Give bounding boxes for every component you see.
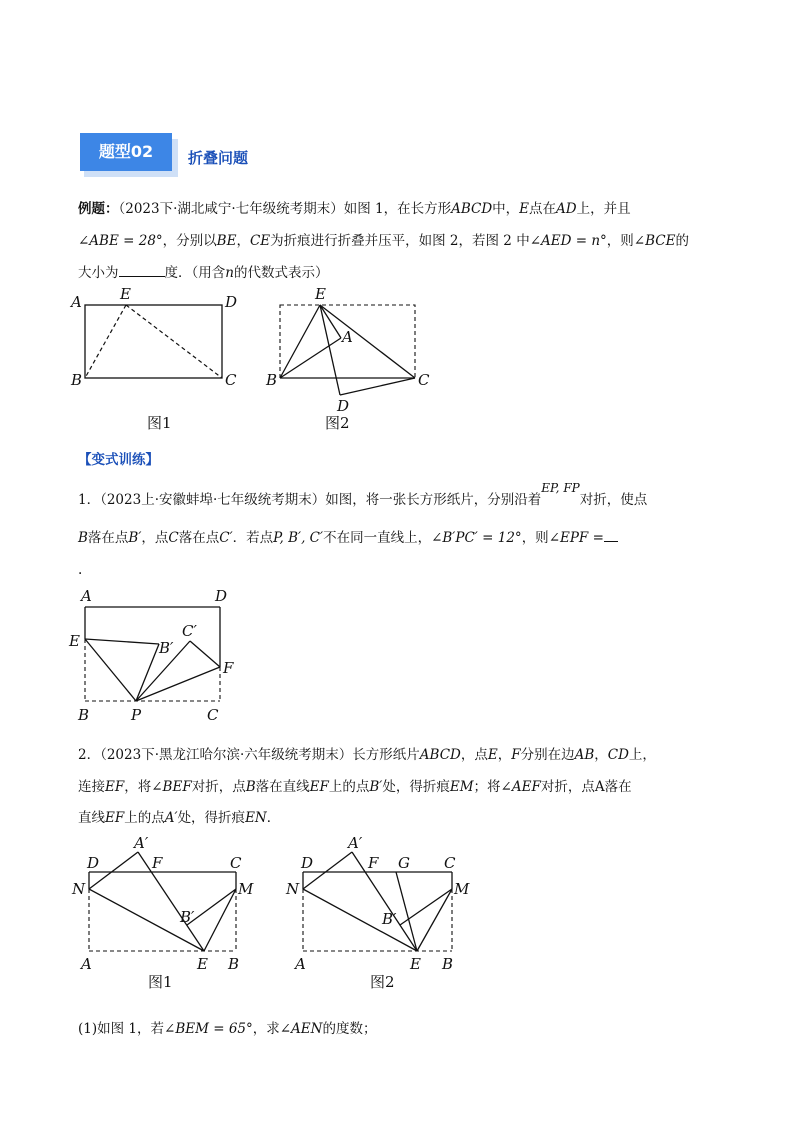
label-b: B [78, 706, 90, 724]
section-badge [80, 133, 178, 177]
label-a: A [81, 587, 92, 605]
label-c: C [230, 854, 242, 872]
label-e: E [410, 955, 421, 973]
label-a-prime: A′ [348, 834, 363, 852]
label-b-prime: B′ [180, 908, 195, 926]
label-a: A [342, 328, 353, 346]
edge-c-prime-f [190, 641, 220, 667]
q2-figure-1 [70, 832, 260, 997]
crease-em [204, 889, 236, 951]
label-b-prime: B′ [159, 639, 174, 657]
label-d: D [215, 587, 228, 605]
label-m: M [454, 880, 470, 898]
label-f: F [152, 854, 163, 872]
label-a: A [71, 293, 82, 311]
label-b: B [71, 371, 83, 389]
q1-figure [66, 583, 246, 728]
variant-heading: 【变式训练】 [78, 452, 159, 468]
label-p: P [131, 706, 142, 724]
figure-caption: 图1 [147, 414, 172, 432]
example-figure-1 [68, 285, 248, 435]
label-e: E [69, 632, 80, 650]
q2-sub-1: (1)如图 1，若∠BEM = 65°，求∠AEN的度数； [78, 1021, 377, 1037]
label-a: A [295, 955, 306, 973]
edge-eb [280, 305, 320, 378]
crease-ep [85, 639, 136, 701]
label-e: E [315, 285, 326, 303]
label-m: M [238, 880, 254, 898]
crease-ce [126, 305, 222, 378]
label-d: D [87, 854, 100, 872]
edge-dc [340, 378, 415, 395]
line-a-prime-e [138, 852, 204, 951]
label-n: N [286, 880, 300, 898]
label-b: B [442, 955, 454, 973]
crease-fp [136, 667, 220, 701]
rectangle [85, 305, 222, 378]
figure-caption: 图2 [325, 414, 350, 432]
example-line-1: 例题：（2023下·湖北咸宁·七年级统考期末）如图 1，在长方形ABCD中，E点在AD上，并且 [78, 201, 631, 217]
q1-line-2: B落在点B′，点C落在点C′．若点P, B′, C′不在同一直线上，∠B′PC′ = 12°，则∠EPF = [78, 528, 618, 548]
label-n: N [72, 880, 86, 898]
crease-en [303, 889, 417, 951]
q2-line-3: 直线EF上的点A′处，得折痕EN． [78, 810, 281, 826]
q2-figure-2 [284, 832, 474, 997]
label-c: C [444, 854, 456, 872]
q2-line-1: 2．（2023下·黑龙江哈尔滨·六年级统考期末）长方形纸片ABCD，点E，F分别在边AB，CD上， [78, 747, 656, 763]
example-line-2: ∠ABE = 28°，分别以BE，CE为折痕进行折叠并压平，如图 2，若图 2 中∠AED = n°，则∠BCE的 [78, 233, 689, 249]
label-e: E [197, 955, 208, 973]
q1-line-1: 1．（2023上·安徽蚌埠·七年级统考期末）如图，将一张长方形纸片，分别沿着EP, FP对折，使点 [78, 481, 648, 508]
label-b-prime: B′ [382, 910, 397, 928]
edge-eb-prime [85, 639, 159, 644]
line-ge [396, 872, 417, 951]
label-d: D [337, 397, 350, 415]
label-d: D [301, 854, 314, 872]
label-c: C [225, 371, 237, 389]
answer-blank [119, 262, 165, 277]
example-line-3: 大小为 度．（用含n的代数式表示） [78, 262, 328, 283]
crease-em [417, 889, 452, 951]
q1-line-3: . [78, 562, 83, 578]
label-f: F [223, 659, 234, 677]
crease-be [85, 305, 126, 378]
section-title: 折叠问题 [188, 149, 249, 167]
figure-caption: 图2 [370, 973, 395, 991]
label-c: C [418, 371, 430, 389]
label-a: A [81, 955, 92, 973]
label-d: D [225, 293, 238, 311]
badge-label: 题型02 [80, 133, 172, 171]
label-b: B [228, 955, 240, 973]
label-c: C [207, 706, 219, 724]
label-b: B [266, 371, 278, 389]
label-g: G [398, 854, 410, 872]
edge-m-b-prime [400, 889, 452, 925]
label-e: E [120, 285, 131, 303]
figure-caption: 图1 [148, 973, 173, 991]
label-c-prime: C′ [182, 622, 197, 640]
answer-blank [604, 529, 618, 542]
label-a-prime: A′ [134, 834, 149, 852]
example-label: 例题： [78, 201, 119, 217]
example-figure-2 [262, 285, 432, 435]
q2-line-2: 连接EF，将∠BEF对折，点B落在直线EF上的点B′处，得折痕EM；将∠AEF对折，点A落在 [78, 779, 632, 795]
label-f: F [368, 854, 379, 872]
